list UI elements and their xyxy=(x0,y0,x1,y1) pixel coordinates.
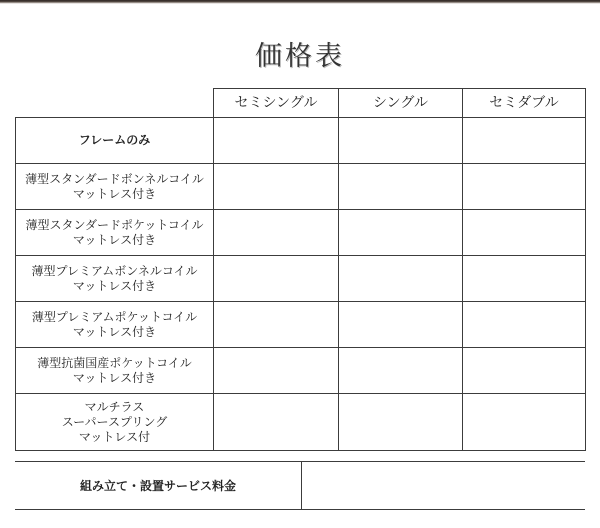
table-row xyxy=(16,164,586,210)
price-cell xyxy=(214,348,339,394)
price-cell xyxy=(463,256,586,302)
row-label-line: スーパースプリング xyxy=(61,414,168,429)
price-cell xyxy=(339,302,463,348)
price-cell xyxy=(463,164,586,210)
row-label xyxy=(16,210,214,256)
price-cell xyxy=(214,394,339,451)
price-cell xyxy=(339,256,463,302)
row-label-line: マルチラス xyxy=(84,399,145,414)
price-cell xyxy=(339,394,463,451)
price-cell xyxy=(339,210,463,256)
price-cell xyxy=(214,302,339,348)
service-bottom-rule xyxy=(15,509,585,510)
row-label-line: マットレス付き xyxy=(72,232,157,247)
row-label-line: マットレス付 xyxy=(78,429,151,444)
column-header-semi-single: セミシングル xyxy=(214,89,339,118)
row-label xyxy=(16,256,214,302)
header-row xyxy=(16,89,586,118)
table-row xyxy=(16,118,586,164)
price-cell xyxy=(463,210,586,256)
row-label-line: マットレス付き xyxy=(72,324,157,339)
table-row xyxy=(16,256,586,302)
price-cell xyxy=(214,210,339,256)
row-label-line: マットレス付き xyxy=(72,186,157,201)
header-corner xyxy=(16,89,214,118)
row-label-line: マットレス付き xyxy=(72,278,157,293)
table-row xyxy=(16,348,586,394)
row-label xyxy=(16,348,214,394)
column-header-single: シングル xyxy=(339,89,463,118)
row-label xyxy=(16,164,214,210)
price-cell xyxy=(463,118,586,164)
row-label-line: 薄型プレミアムポケットコイル xyxy=(31,309,198,324)
row-label-line: 薄型スタンダードボンネルコイル xyxy=(25,171,204,186)
price-cell xyxy=(214,256,339,302)
row-label-line: 薄型スタンダードポケットコイル xyxy=(25,217,204,232)
price-cell xyxy=(339,118,463,164)
row-label-line: 薄型プレミアムボンネルコイル xyxy=(31,263,198,278)
price-cell xyxy=(214,118,339,164)
table-row xyxy=(16,302,586,348)
row-label-line: マットレス付き xyxy=(72,370,157,385)
table-row xyxy=(16,394,586,451)
price-cell xyxy=(463,348,586,394)
price-cell xyxy=(339,348,463,394)
service-fee-value xyxy=(302,461,585,509)
row-label xyxy=(16,394,214,451)
row-label-line: フレームのみ xyxy=(78,133,151,147)
price-cell xyxy=(463,394,586,451)
row-label xyxy=(16,302,214,348)
top-border-band xyxy=(0,0,600,4)
price-table xyxy=(15,88,586,451)
service-fee-label: 組み立て・設置サービス料金 xyxy=(79,478,236,493)
row-label xyxy=(16,118,214,164)
page-title: 価格表 xyxy=(255,41,345,72)
price-cell xyxy=(463,302,586,348)
price-cell xyxy=(214,164,339,210)
table-row xyxy=(16,210,586,256)
row-label-line: 薄型抗菌国産ポケットコイル xyxy=(37,355,192,370)
price-cell xyxy=(339,164,463,210)
column-header-semi-double: セミダブル xyxy=(463,89,586,118)
